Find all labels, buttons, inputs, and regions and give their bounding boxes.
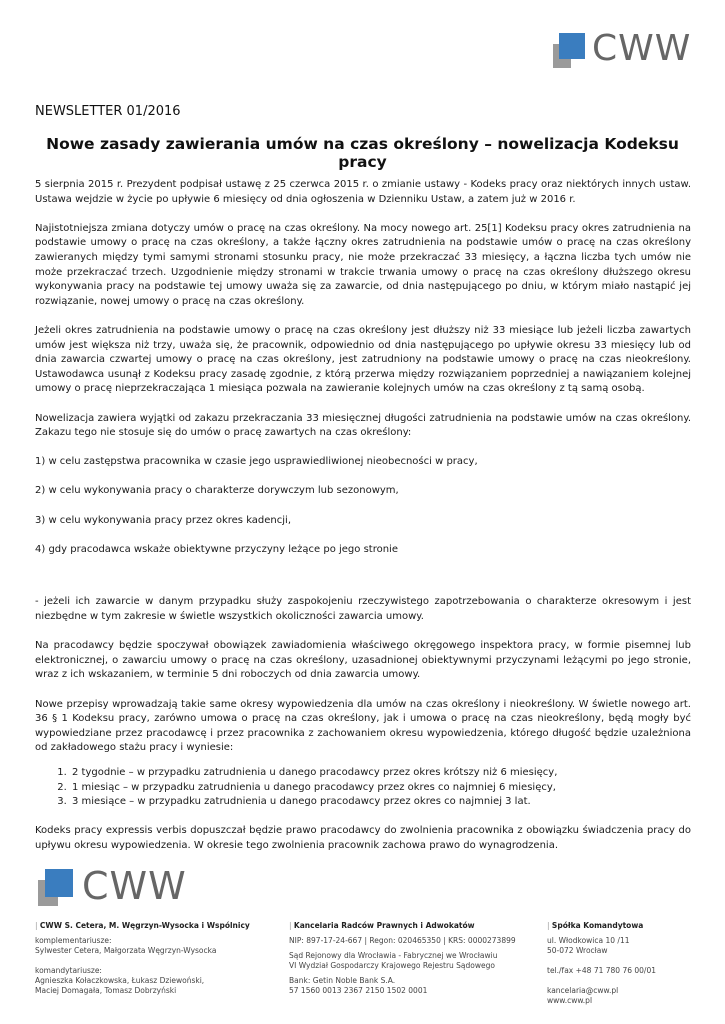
list-item: 2. 1 miesiąc – w przypadku zatrudnienia u danego pracodawcy przez okres co najmniej 6 miesięcy, [70, 781, 691, 796]
footer-heading: | CWW S. Cetera, M. Węgrzyn-Wysocka i Wspólnicy [35, 921, 250, 930]
cww-logo-mark-icon [38, 866, 76, 906]
footer-col-contact [547, 921, 697, 1006]
exception-item: 1) w celu zastępstwa pracownika w czasie jego usprawiedliwionej nieobecności w pracy, [35, 456, 478, 468]
footer-heading: | Kancelaria Radców Prawnych i Adwokatów [289, 921, 475, 930]
footer-court: Sąd Rejonowy dla Wrocławia - Fabrycznej we Wrocławiu [289, 951, 498, 960]
footer-bank-account: 57 1560 0013 2367 2150 1502 0001 [289, 986, 428, 995]
paragraph-exceptions: Nowelizacja zawiera wyjątki od zakazu przekraczania 33 miesięcznej długości zatrudnienia na podstawie umów na czas określony. Zakazu tego nie stosuje się do umów o pracę zawartych na czas określony: [35, 412, 691, 439]
paragraph-release: Kodeks pracy expressis verbis dopuszczał będzie prawo pracodawcy do zwolnienia pracownika z obowiązku świadczenia pracy do upływu okresu wypowiedzenia. W okresie tego zwolnienia pracownik zachowa prawo do wynagrodzenia. [35, 825, 691, 851]
footer-bank: Bank: Getin Noble Bank S.A. [289, 976, 396, 985]
footer-city: 50-072 Wrocław [547, 946, 608, 955]
cww-logo-top [553, 30, 691, 68]
cww-logo-mark-icon [553, 30, 586, 68]
footer-registry-ids: NIP: 897-17-24-667 | Regon: 020465350 | KRS: 0000273899 [289, 936, 516, 945]
footer-partners-label: komplementariusze: [35, 936, 112, 945]
footer-limited-label: komandytariusze: [35, 966, 102, 975]
article-body [35, 178, 691, 854]
footer-web-link[interactable]: www.cww.pl [547, 996, 593, 1005]
cww-logo-bottom [38, 866, 187, 906]
footer-heading: | Spółka Komandytowa [547, 921, 644, 930]
footer-email-link[interactable]: kancelaria@cww.pl [547, 986, 619, 995]
paragraph-main-change: Najistotniejsza zmiana dotyczy umów o pracę na czas określony. Na mocy nowego art. 25[1] Kodeksu pracy okres zatrudnienia na podstawie umowy o pracę na czas określony, a także łączny okres zatrudnienia na podstawie umów o pracę na czas określony zawieranych między tymi samymi stronami stosunku pracy, nie może przekraczać 33 miesięcy, a łączna liczba tych umów nie może przekraczać trzech. Uzgodnienie między stronami w trakcie trwania umowy o pracę na czas określony dłuższego okresu wykonywania pracy na podstawie tej umowy uważa się za zawarcie, od dnia następującego po dniu, w którym miało nastąpić jej rozwiązanie, nowej umowy o pracę na czas określony. [35, 222, 691, 307]
paragraph-indefinite: Jeżeli okres zatrudnienia na podstawie umowy o pracę na czas określony jest dłuższy niż 33 miesiące lub jeżeli liczba zawartych umów jest większa niż trzy, uważa się, że pracownik, odpowiednio od dnia następującego po upływie okresu 33 miesięcy lub od dnia zawarcia czwartej umowy o pracę na czas określony, jest zatrudniony na podstawie umowy o pracę na czas nieokreślony. Ustawodawca usunął z Kodeksu pracy zasadę zgodnie, z którą przerwa między rozwiązaniem poprzedniej a nawiązaniem kolejnej umowy o pracę nieprzekraczająca 1 miesiąca pozwala na zawieranie kolejnych umów na czas określony z tą samą osobą. [35, 324, 691, 395]
notice-period-list [35, 766, 691, 810]
cww-logo-wordmark: CWW [82, 864, 187, 908]
footer-limited-partners: Maciej Domagała, Tomasz Dobrzyński [35, 986, 177, 995]
footer-phone: tel./fax +48 71 780 76 00/01 [547, 966, 656, 975]
list-item: 1. 2 tygodnie – w przypadku zatrudnienia u danego pracodawcy przez okres krótszy niż 6 miesięcy, [70, 766, 691, 781]
cww-logo-wordmark: CWW [592, 28, 692, 69]
footer-court: VI Wydział Gospodarczy Krajowego Rejestru Sądowego [289, 961, 495, 970]
footer-partners: Sylwester Cetera, Małgorzata Węgrzyn-Wysocka [35, 946, 217, 955]
footer-limited-partners: Agnieszka Kołaczkowska, Łukasz Dziewoński, [35, 976, 205, 985]
paragraph-notice-periods: Nowe przepisy wprowadzają takie same okresy wypowiedzenia dla umów na czas określony i nieokreślony. W świetle nowego art. 36 § 1 Kodeksu pracy, zarówno umowa o pracę na czas określony, jak i umowa o pracę na czas nieokreślony, będą mogły być wypowiedziane przez pracodawcę i przez pracownika z zachowaniem okresu wypowiedzenia, którego długość będzie uzależniona od zakładowego stażu pracy i wyniesie: [35, 698, 691, 754]
footer-col-firm [35, 921, 285, 996]
paragraph-notification: Na pracodawcy będzie spoczywał obowiązek zawiadomienia właściwego okręgowego inspektora pracy, w formie pisemnej lub elektronicznej, o zawarciu umowy o pracę na czas określony, uzasadnionej obiektywnymi przyczynami leżącymi po jego stronie, wraz z ich wskazaniem, w terminie 5 dni roboczych od dnia zawarcia umowy. [35, 640, 691, 681]
list-item: 3. 3 miesiące – w przypadku zatrudnienia u danego pracodawcy przez okres co najmniej 3 lat. [70, 795, 691, 810]
page-title: Nowe zasady zawierania umów na czas określony – nowelizacja Kodeksu pracy [46, 135, 679, 171]
paragraph-intro: 5 sierpnia 2015 r. Prezydent podpisał ustawę z 25 czerwca 2015 r. o zmianie ustawy - Kodeks pracy oraz niektórych innych ustaw. Ustawa wejdzie w życie po upływie 6 miesięcy od dnia ogłoszenia w Dzienniku Ustaw, a zatem już w 2016 r. [35, 179, 691, 205]
paragraph-condition: - jeżeli ich zawarcie w danym przypadku służy zaspokojeniu rzeczywistego zapotrzebowania o charakterze okresowym i jest niezbędne w tym zakresie w świetle wszystkich okoliczności zawarcia umowy. [35, 596, 691, 623]
footer-col-registry [289, 921, 539, 996]
newsletter-label: NEWSLETTER 01/2016 [35, 104, 181, 119]
exception-item: 2) w celu wykonywania pracy o charakterze dorywczym lub sezonowym, [35, 485, 399, 497]
footer-street: ul. Włodkowica 10 /11 [547, 936, 630, 945]
exception-item: 3) w celu wykonywania pracy przez okres kadencji, [35, 514, 292, 526]
exception-item: 4) gdy pracodawca wskaże obiektywne przyczyny leżące po jego stronie [35, 543, 398, 555]
